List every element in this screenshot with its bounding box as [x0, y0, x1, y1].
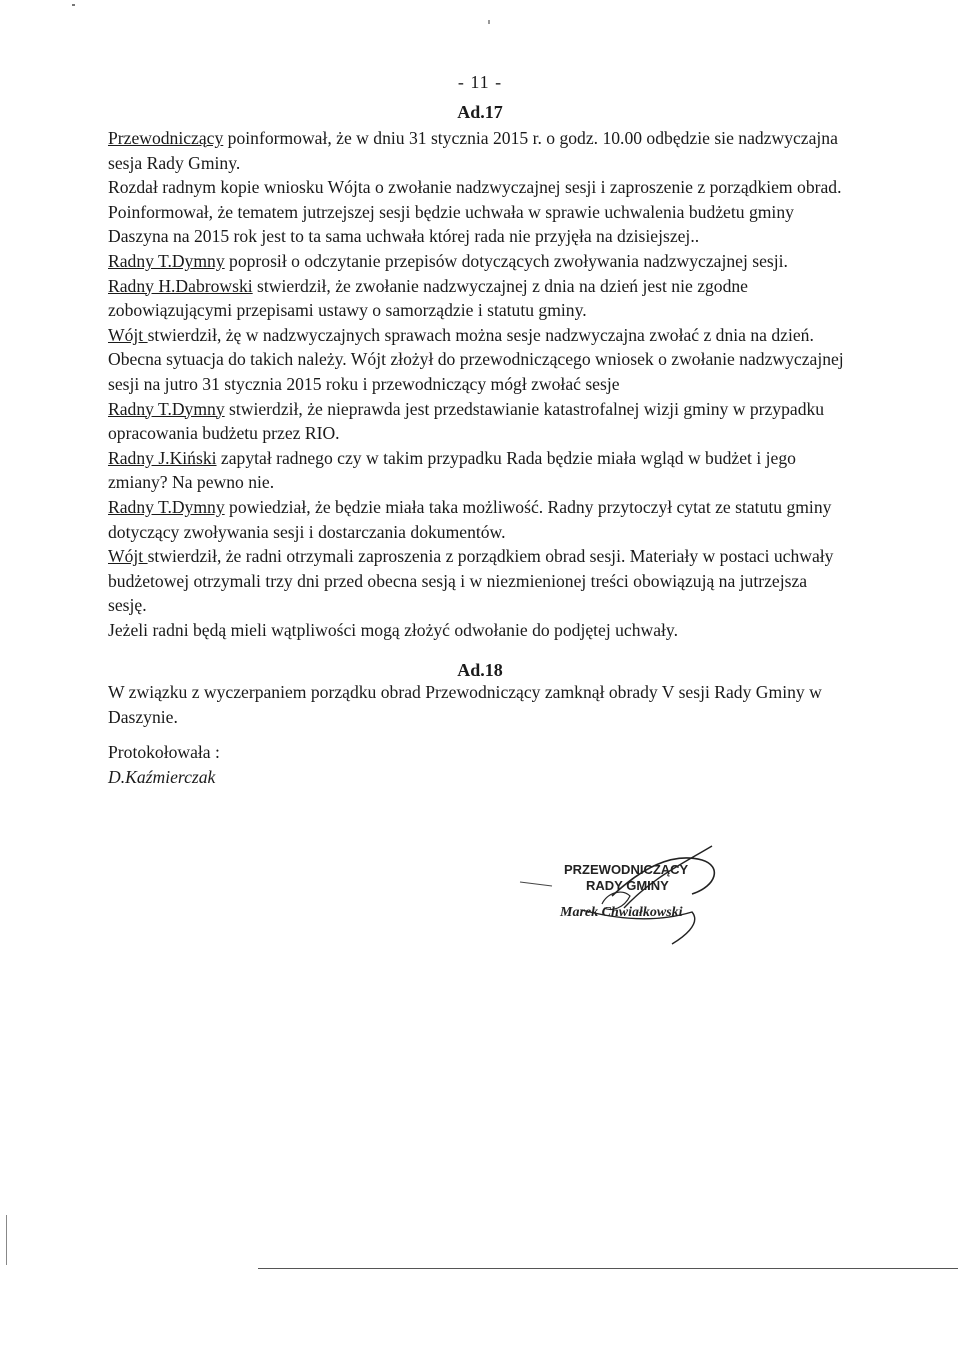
paragraph: [108, 249, 848, 274]
speaker-name: Przewodniczący: [108, 128, 224, 148]
footer-rule: [258, 1268, 958, 1269]
signature-stroke: [624, 846, 712, 908]
paragraph: [108, 680, 848, 729]
stamp-dash: [520, 882, 552, 886]
paragraph: [108, 397, 848, 446]
scan-speck: [488, 20, 490, 24]
section-body-ad17: [108, 126, 848, 642]
section-title-ad18: Ad.18: [457, 660, 503, 680]
paragraph-text: Rozdał radnym kopie wniosku Wójta o zwołanie nadzwyczajnej sesji i zaproszenie z porządkiem obrad.: [108, 177, 842, 198]
scan-margin-mark: [6, 1215, 7, 1265]
speaker-name: Radny T.Dymny: [108, 250, 225, 271]
speaker-name: Radny J.Kiński: [108, 447, 217, 468]
paragraph: [108, 544, 848, 618]
paragraph-text: stwierdził, że radni otrzymali zaproszenia z porządkiem obrad sesji. Materiały w postaci uchwały budżetowej otrzymali trzy dni przed obecna sesją i w niezmienionej treści obowiązują na jutrzejsza sesję.: [108, 546, 834, 616]
paragraph-text: poprosił o odczytanie przepisów dotyczących zwoływania nadzwyczajnej sesji.: [224, 250, 788, 271]
paragraph-text: stwierdził, że nieprawda jest przedstawianie katastrofalnej wizji gminy w przypadku opracowania budżetu przez RIO.: [108, 398, 825, 444]
section-body-ad18: [108, 680, 848, 729]
speaker-name: Wójt: [108, 324, 148, 345]
section-title-ad17: Ad.17: [457, 102, 503, 122]
speaker-name: Wójt: [108, 546, 148, 567]
paragraph: [108, 126, 848, 175]
paragraph: [108, 618, 848, 643]
signoff: [108, 740, 220, 789]
paragraph: [108, 446, 848, 495]
paragraph-text: Jeżeli radni będą mieli wątpliwości mogą złożyć odwołanie do podjętej uchwały.: [108, 619, 678, 640]
chairman-stamp-signature: [512, 838, 742, 948]
paragraph-text: stwierdził, że zwołanie nadzwyczajnej z dnia na dzień jest nie zgodne zobowiązującymi przepisami ustawy o samorządzie i statutu gminy.: [108, 275, 748, 321]
paragraph: [108, 200, 848, 249]
speaker-name: Radny H.Dabrowski: [108, 275, 253, 296]
paragraph: [108, 323, 848, 397]
paragraph-text: powiedział, że będzie miała taka możliwość. Radny przytoczył cytat ze statutu gminy dotyczący zwoływania sesji i dostarczania dokumentów.: [108, 496, 832, 542]
speaker-name: Radny T.Dymny: [108, 496, 225, 517]
paragraph: [108, 495, 848, 544]
paragraph: [108, 175, 848, 200]
paragraph-text: stwierdził, żę w nadzwyczajnych sprawach można sesje nadzwyczajna zwołać z dnia na dzień. Obecna sytuacja do takich należy. Wójt złożył do przewodniczącego wniosek o zwołanie nadzwyczajnej sesji na jutro 31 stycznia 2015 roku i przewodniczący mógł zwołać sesje: [108, 324, 844, 394]
page-number: - 11 -: [457, 72, 503, 92]
paragraph-text: W związku z wyczerpaniem porządku obrad Przewodniczący zamknął obrady V sesji Rady Gminy w Daszynie.: [108, 682, 822, 727]
paragraph-text: zapytał radnego czy w takim przypadku Rada będzie miała wgląd w budżet i jego zmiany? Na pewno nie.: [108, 447, 796, 493]
stamp-signature-name: Marek Chwiałkowski: [560, 905, 683, 920]
paragraph: [108, 274, 848, 323]
paragraph-text: poinformował, że w dniu 31 stycznia 2015 r. o godz. 10.00 odbędzie sie nadzwyczajna sesja Rady Gminy.: [108, 128, 838, 173]
paragraph-text: Poinformował, że tematem jutrzejszej sesji będzie uchwała w sprawie uchwalenia budżetu gminy Daszyna na 2015 rok jest to ta sama uchwała której rada nie przyjęła na dzisiejszej..: [108, 201, 794, 247]
signoff-name: D.Kaźmierczak: [108, 766, 216, 787]
signoff-label: Protokołowała :: [108, 742, 220, 762]
speaker-name: Radny T.Dymny: [108, 398, 225, 419]
stamp-line1: PRZEWODNICZĄCY: [564, 862, 689, 877]
scan-speck: [72, 4, 75, 6]
stamp-line2: RADY GMINY: [586, 878, 669, 893]
